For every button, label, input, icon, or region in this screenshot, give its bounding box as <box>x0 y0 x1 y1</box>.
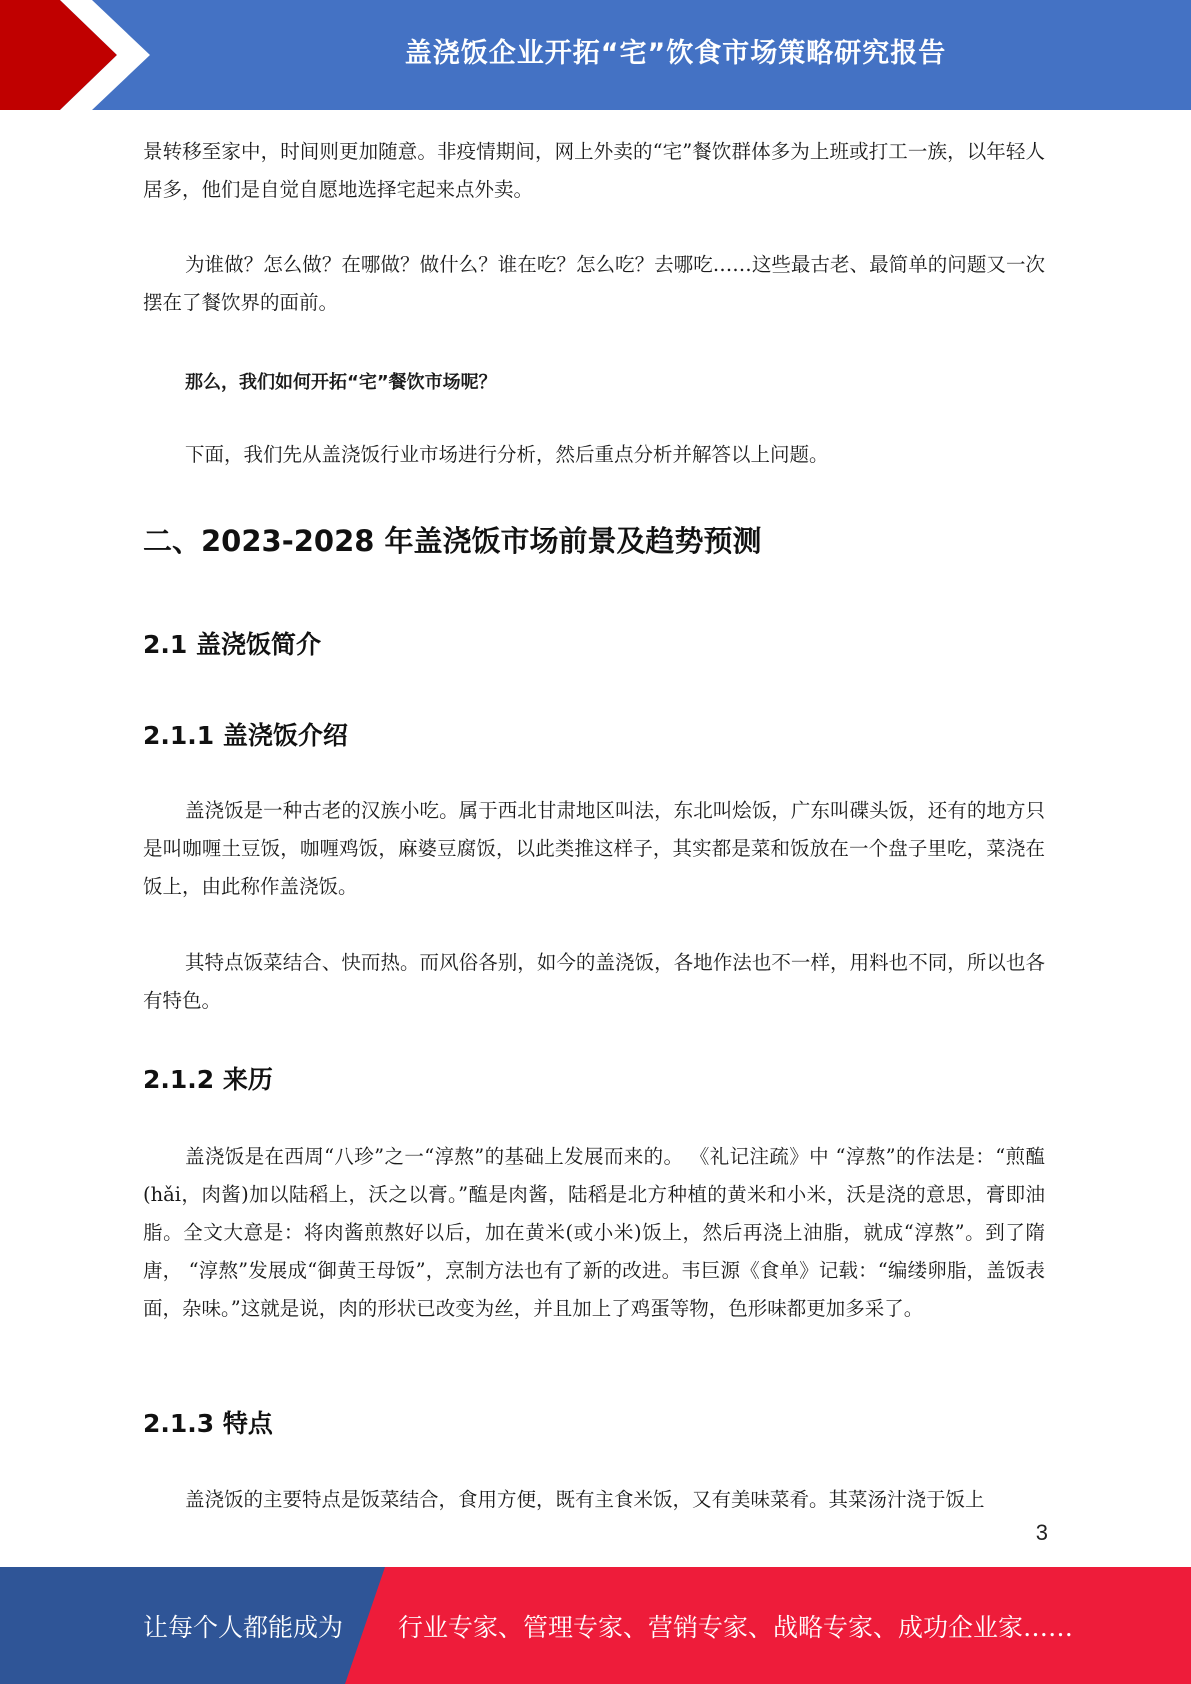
subsection-heading: 2.1.1 盖浇饭介绍 <box>143 721 348 750</box>
section-heading: 二、2023-2028 年盖浇饭市场前景及趋势预测 <box>143 524 762 558</box>
paragraph: 下面，我们先从盖浇饭行业市场进行分析，然后重点分析并解答以上问题。 <box>185 443 829 466</box>
paragraph: 盖浇饭的主要特点是饭菜结合，食用方便，既有主食米饭，又有美味菜肴。其菜汤汁浇于饭上 <box>185 1488 985 1511</box>
subsection-heading: 2.1.3 特点 <box>143 1409 273 1438</box>
bold-question: 那么，我们如何开拓“宅”餐饮市场呢？ <box>185 372 497 393</box>
paragraph: 其特点饭菜结合、快而热。而风俗各别，如今的盖浇饭，各地作法也不一样，用料也不同，所以也各有特色。 <box>143 951 1045 1012</box>
subsection-heading: 2.1 盖浇饭简介 <box>143 630 321 659</box>
paragraph: 盖浇饭是在西周“八珍”之一“淳熬”的基础上发展而来的。 《礼记注疏》中 “淳熬”的作法是：“煎醢(hǎi，肉酱)加以陆稻上，沃之以膏。”醢是肉酱，陆稻是北方种植的黄米和小米，沃是浇的意思，膏即油脂。全文大意是：将肉酱煎熬好以后，加在黄米(或小米)饭上，然后再浇上油脂，就成“淳熬”。到了隋唐， “淳熬”发展成“御黄王母饭”，烹制方法也有了新的改进。韦巨源《食单》记载：“编缕卵脂，盖饭表面，杂味。”这就是说，肉的形状已改变为丝，并且加上了鸡蛋等物，色形味都更加多采了。 <box>143 1145 1045 1320</box>
header-arrow-decoration <box>0 0 160 110</box>
footer-slogan-left: 让每个人都能成为 <box>143 1612 344 1642</box>
footer-slogan-right: 行业专家、管理专家、营销专家、战略专家、成功企业家…… <box>398 1612 1074 1642</box>
page-header <box>0 0 1191 110</box>
paragraph: 为谁做？怎么做？在哪做？做什么？谁在吃？怎么吃？去哪吃……这些最古老、最简单的问题又一次摆在了餐饮界的面前。 <box>143 253 1045 314</box>
paragraph: 盖浇饭是一种古老的汉族小吃。属于西北甘肃地区叫法，东北叫烩饭，广东叫碟头饭，还有的地方只是叫咖喱土豆饭，咖喱鸡饭，麻婆豆腐饭，以此类推这样子，其实都是菜和饭放在一个盘子里吃，菜浇在饭上，由此称作盖浇饭。 <box>143 799 1045 898</box>
paragraph: 景转移至家中，时间则更加随意。非疫情期间，网上外卖的“宅”餐饮群体多为上班或打工一族，以年轻人居多，他们是自觉自愿地选择宅起来点外卖。 <box>143 140 1045 201</box>
subsection-heading: 2.1.2 来历 <box>143 1065 273 1094</box>
page-footer <box>0 1567 1191 1684</box>
page-number: 3 <box>1035 1520 1048 1545</box>
document-title: 盖浇饭企业开拓“宅”饮食市场策略研究报告 <box>404 37 947 69</box>
